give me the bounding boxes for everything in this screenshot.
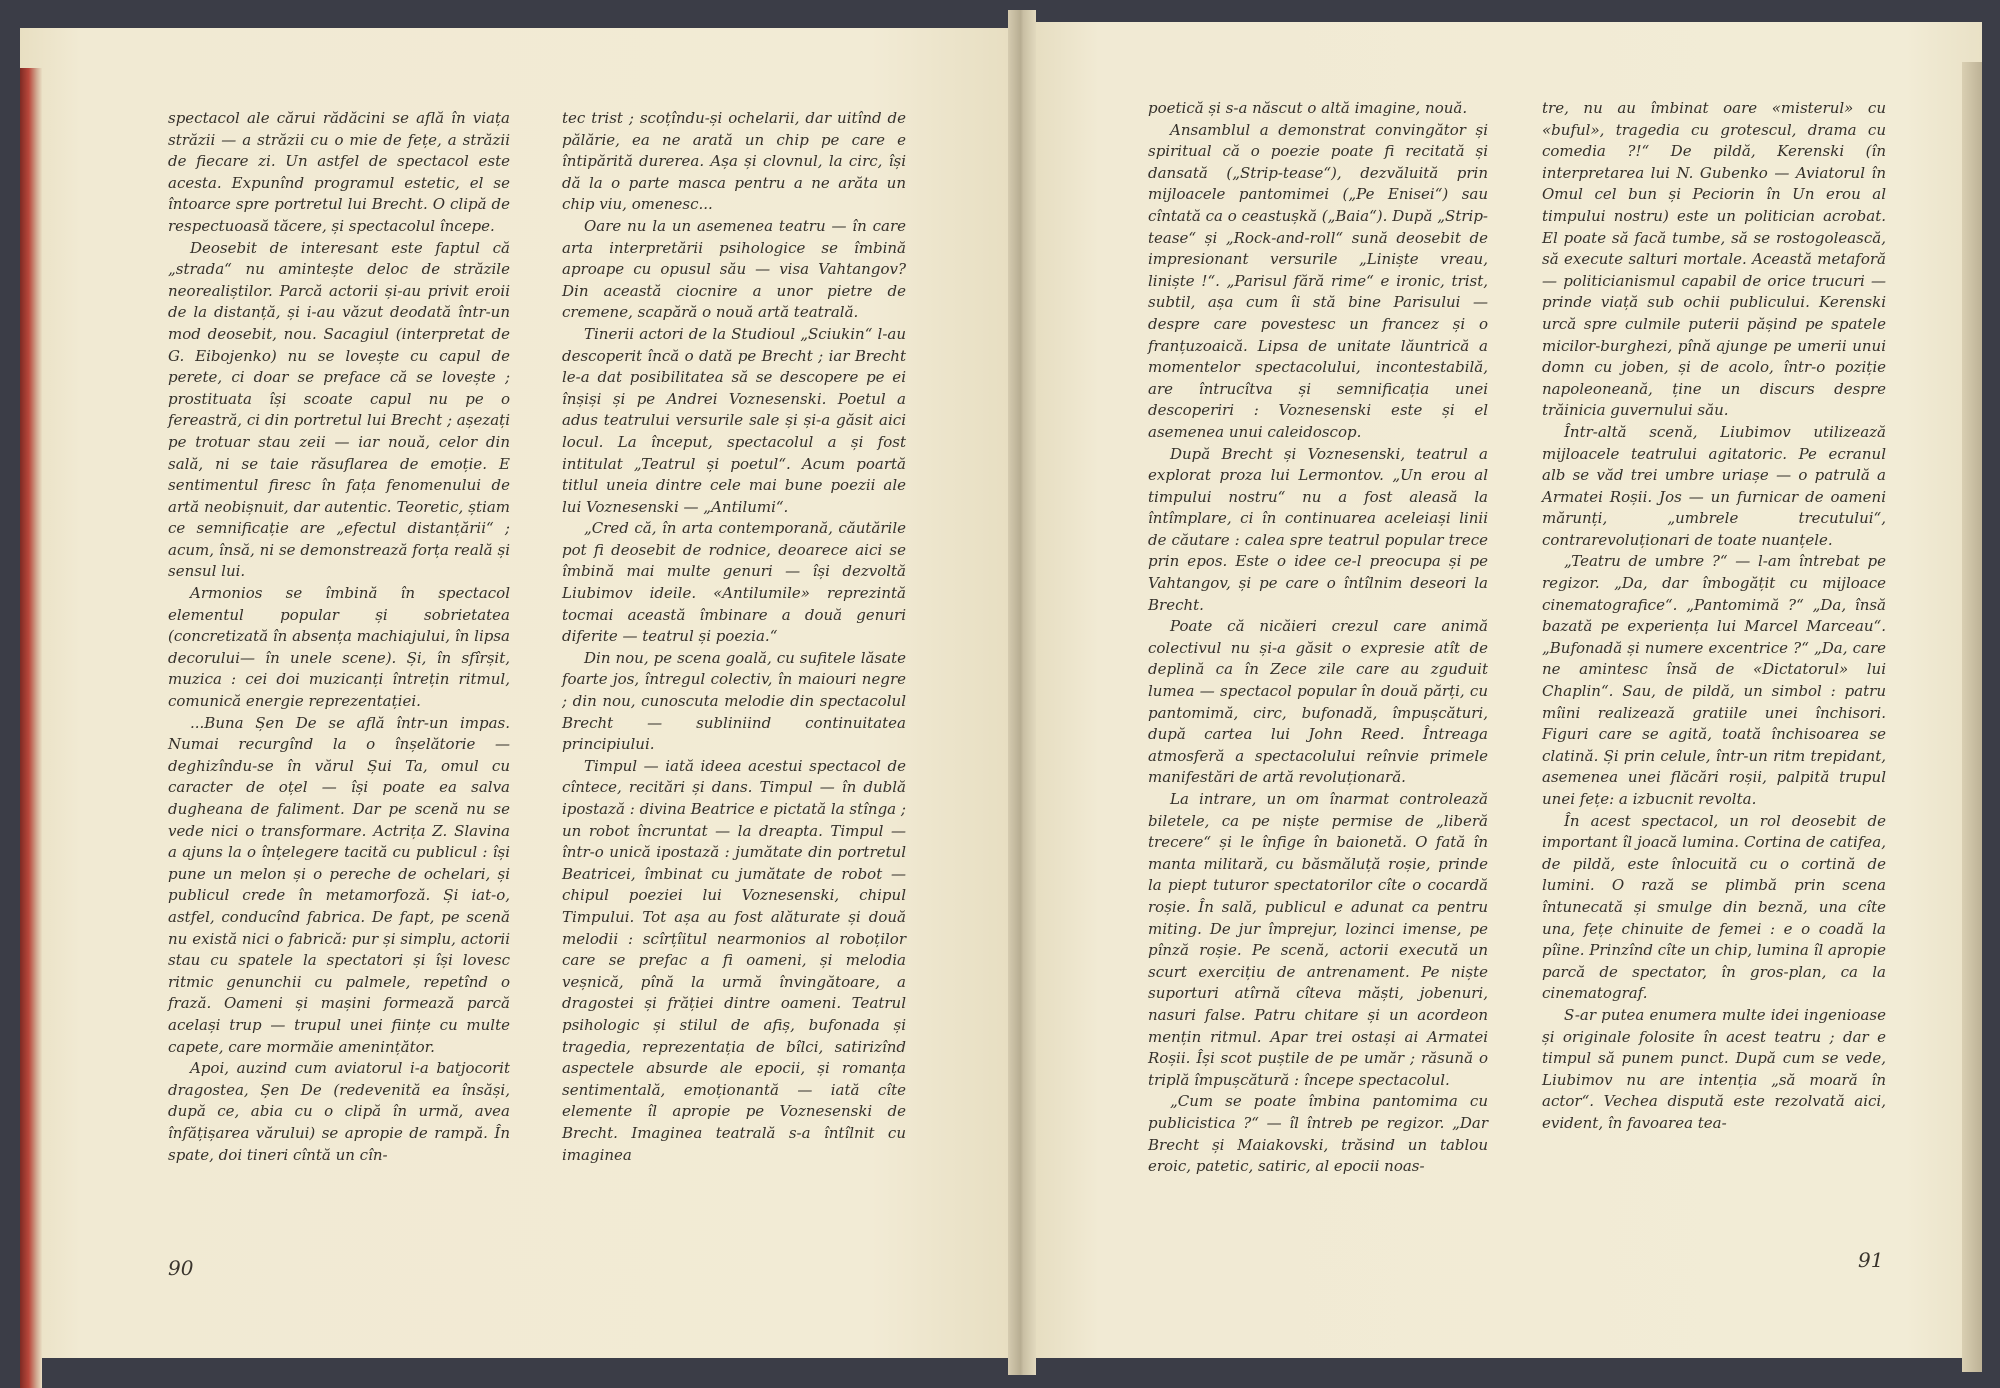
book-edge	[20, 68, 42, 1388]
paragraph: Timpul — iată ideea acestui spectacol de cîntece, recitări și dans. Timpul — în dublă ipostază : divina Beatrice e pictată la stînga ; un robot încruntat — la dreapta. Timpul — într-o unică ipostază : jumătate din portretul Beatricei, îmbinat cu jumătate de robot — chipul poeziei lui Voznesenski, chipul Timpului. Tot așa au fost alăturate și două melodii : scîrțîitul nearmonios al roboților care se prefac a fi oameni, și melodia veșnică, pînă la urmă învingătoare, a dragostei și frăției dintre oameni. Teatrul psihologic și stilul de afiș, bufonada și tragedia, reprezentația de bîlci, satirizînd aspectele absurde ale epocii, și romanța sentimentală, emoționantă — iată cîte elemente îl apropie pe Voznesenski de Brecht. Imaginea teatrală s-a întîlnit cu imaginea	[562, 756, 906, 1164]
page-number-left: 90	[168, 1256, 194, 1280]
paragraph: poetică și s-a născut o altă imagine, nouă.	[1148, 99, 1468, 117]
paragraph: Oare nu la un asemenea teatru — în care arta interpretării psihologice se îmbină aproape cu opusul său — visa Vahtangov? Din această ciocnire a unor pietre de cremene, scapără o nouă artă teatrală.	[562, 216, 906, 322]
text-column-3	[1148, 98, 1488, 1178]
paragraph: Din nou, pe scena goală, cu sufitele lăsate foarte jos, întregul colectiv, în maiouri negre ; din nou, cunoscuta melodie din spectacolul Brecht — subliniind continuitatea principiului.	[562, 648, 906, 754]
paragraph: Într-altă scenă, Liubimov utilizează mijloacele teatrului agitatoric. Pe ecranul alb se văd trei umbre uriașe — o patrulă a Armatei Roșii. Jos — un furnicar de oameni mărunți, „umbrele trecutului“, contrarevoluționari de toate nuanțele.	[1542, 422, 1886, 549]
text-column-2	[562, 108, 906, 1166]
paragraph: Armonios se îmbină în spectacol elementul popular și sobrietatea (concretizată în absența machiajului, în lipsa decorului— în unele scene). Și, în sfîrșit, muzica : cei doi muzicanți întrețin ritmul, comunică energie reprezentației.	[168, 584, 510, 711]
paragraph: În acest spectacol, un rol deosebit de important îl joacă lumina. Cortina de catifea, de pildă, este înlocuită cu o cortină de lumini. O rază se plimbă prin scena întunecată și smulge din beznă, una cîte una, fețe chinuite de femei : e o coadă la pîine. Prinzînd cîte un chip, lumina îl apropie parcă de spectator, în gros-plan, ca la cinematograf.	[1542, 811, 1886, 1003]
paragraph: Poate că nicăieri crezul care animă colectivul nu și-a găsit o expresie atît de deplină ca în Zece zile care au zguduit lumea — spectacol popular în două părți, cu pantomimă, circ, bufonadă, împușcături, după cartea lui John Reed. Întreaga atmosferă a spectacolului reînvie primele manifestări de artă revoluționară.	[1148, 617, 1488, 787]
paragraph: „Teatru de umbre ?“ — l-am întrebat pe regizor. „Da, dar îmbogățit cu mijloace cinematografice“. „Pantomimă ?“ „Da, însă bazată pe experiența lui Marcel Marceau“. „Bufonadă și numere excentrice ?“ „Da, care ne amintesc însă de «Dictatorul» lui Chaplin“. Sau, de pildă, un simbol : patru mîini realizează gratiile unei închisori. Figuri care se agită, toată închisoarea se clatină. Și prin celule, într-un ritm trepidant, asemenea unei flăcări roșii, palpită trupul unei fețe: a izbucnit revolta.	[1542, 552, 1886, 808]
paragraph: Apoi, auzind cum aviatorul i-a batjocorit dragostea, Șen De (redevenită ea însăși, după ce, abia cu o clipă în urmă, avea înfățișarea vărului) se apropie de rampă. În spate, doi tineri cîntă un cîn-	[168, 1059, 510, 1164]
paragraph: ...Buna Șen De se află într-un impas. Numai recurgînd la o înșelătorie — deghizîndu-se în vărul Șui Ta, omul cu caracter de oțel — își poate ea salva dugheana de faliment. Dar pe scenă nu se vede nici o transformare. Actrița Z. Slavina a ajuns la o înțelegere tacită cu publicul : își pune un melon și o pereche de ochelari, și publicul crede în metamorfoză. Și iat-o, astfel, conducînd fabrica. De fapt, pe scenă nu există nici o fabrică: pur și simplu, actorii stau cu spatele la spectatori și își lovesc ritmic genunchii cu palmele, repetînd o frază. Oameni și mașini formează parcă același trup — trupul unei ființe cu multe capete, care mormăie amenințător.	[168, 713, 510, 1056]
paragraph: „Cred că, în arta contemporană, căutările pot fi deosebit de rodnice, deoarece aici se îmbină mai multe genuri — își dezvoltă Liubimov ideile. «Antilumile» reprezintă tocmai această îmbinare a două genuri diferite — teatrul și poezia.“	[562, 519, 906, 646]
paragraph: tre, nu au îmbinat oare «misterul» cu «buful», tragedia cu grotescul, drama cu comedia ?!“ De pildă, Kerenski (în interpretarea lui N. Gubenko — Aviatorul în Omul cel bun și Peciorin în Un erou al timpului nostru) este un politician acrobat. El poate să facă tumbe, să se rostogolească, să execute salturi mortale. Această metaforă — politicianismul capabil de orice trucuri — prinde viață sub ochii publicului. Kerenski urcă spre culmile puterii pășind pe spatele micilor-burghezi, pînă ajunge pe umerii unui domn cu joben, și de acolo, într-o poziție napoleoneană, ține un discurs despre trăinicia guvernului său.	[1542, 99, 1886, 420]
paragraph: spectacol ale cărui rădăcini se află în viața străzii — a străzii cu o mie de fețe, a străzii de fiecare zi. Un astfel de spectacol este acesta. Expunînd programul estetic, el se întoarce spre portretul lui Brecht. O clipă de respectuoasă tăcere, și spectacolul începe.	[168, 109, 510, 235]
paragraph: La intrare, un om înarmat controlează biletele, ca pe niște permise de „liberă trecere“ și le înfige în baionetă. O fată în manta militară, cu băsmăluță roșie, prinde la piept tuturor spectatorilor cîte o cocardă roșie. În sală, publicul e adunat ca pentru miting. De jur împrejur, lozinci imense, pe pînză roșie. Pe scenă, actorii execută un scurt exercițiu de antrenament. Pe niște suporturi atîrnă cîteva măști, jobenuri, nasuri false. Patru chitare și un acordeon mențin ritmul. Apar trei ostași ai Armatei Roșii. Își scot puștile de pe umăr ; răsună o triplă împușcătură : începe spectacolul.	[1148, 790, 1488, 1089]
paragraph: Deosebit de interesant este faptul că „strada“ nu amintește deloc de străzile neorealiștilor. Parcă actorii și-au privit eroii de la distanță, și i-au văzut deodată într-un mod deosebit, nou. Sacagiul (interpretat de G. Eibojenko) nu se lovește cu capul de perete, ci doar se preface că se lovește ; prostituata își scoate capul nu pe o fereastră, ci din portretul lui Brecht ; așezați pe trotuar stau zeii — iar nouă, celor din sală, ni se taie răsuflarea de emoție. E sentimentul firesc în fața fenomenului de artă neobișnuit, dar autentic. Teoretic, știam ce semnificație are „efectul distanțării“ ; acum, însă, ni se demonstrează forța reală și sensul lui.	[168, 238, 510, 581]
text-column-4	[1542, 98, 1886, 1135]
paragraph: După Brecht și Voznesenski, teatrul a explorat proza lui Lermontov. „Un erou al timpului nostru“ nu a fost aleasă la întîmplare, ci în continuarea aceleiași linii de căutare : calea spre teatrul popular trece prin epos. Este o idee ce-l preocupa și pe Vahtangov, și pe care o întîlnim deseori la Brecht.	[1148, 444, 1488, 614]
paragraph: Ansamblul a demonstrat convingător și spiritual că o poezie poate fi recitată și dansată („Strip-tease“), dezvăluită prin mijloacele pantomimei („Pe Enisei“) sau cîntată ca o ceastușkă („Baia“). După „Strip-tease“ și „Rock-and-roll“ sună deosebit de impresionant versurile „Liniște vreau, liniște !“. „Parisul fără rime“ e ironic, trist, subtil, așa cum îi stă bine Parisului — despre care povestesc un francez și o franțuzoaică. Lipsa de unitate lăuntrică a momentelor spectacolului, incontestabilă, are întrucîtva și semnificația unei descoperiri : Voznesenski este și el asemenea unui caleidoscop.	[1148, 120, 1488, 441]
paragraph: „Cum se poate îmbina pantomima cu publicistica ?“ — îl întreb pe regizor. „Dar Brecht și Maiakovski, trăsind un tablou eroic, patetic, satiric, al epocii noas-	[1148, 1092, 1488, 1176]
page-edge	[1962, 62, 1982, 1372]
paragraph: Tinerii actori de la Studioul „Sciukin“ l-au descoperit încă o dată pe Brecht ; iar Brecht le-a dat posibilitatea să se descopere pe ei înșiși și pe Andrei Voznesenski. Poetul a adus teatrului versurile sale și și-a găsit aici locul. La început, spectacolul a și fost intitulat „Teatrul și poetul“. Acum poartă titlul uneia dintre cele mai bune poezii ale lui Voznesenski — „Antilumi“.	[562, 324, 906, 516]
text-column-1	[168, 108, 510, 1166]
paragraph: S-ar putea enumera multe idei ingenioase și originale folosite în acest teatru ; dar e timpul să punem punct. După cum se vede, Liubimov nu are intenția „să moară în actor“. Vechea dispută este rezolvată aici, evident, în favoarea tea-	[1542, 1005, 1886, 1132]
page-number-right: 91	[1858, 1248, 1884, 1272]
book-gutter	[1008, 10, 1036, 1375]
paragraph: tec trist ; scoțîndu-și ochelarii, dar uitînd de pălărie, ea ne arată un chip pe care e întipărită durerea. Așa și clovnul, la circ, își dă la o parte masca pentru a ne arăta un chip viu, omenesc...	[562, 109, 906, 214]
